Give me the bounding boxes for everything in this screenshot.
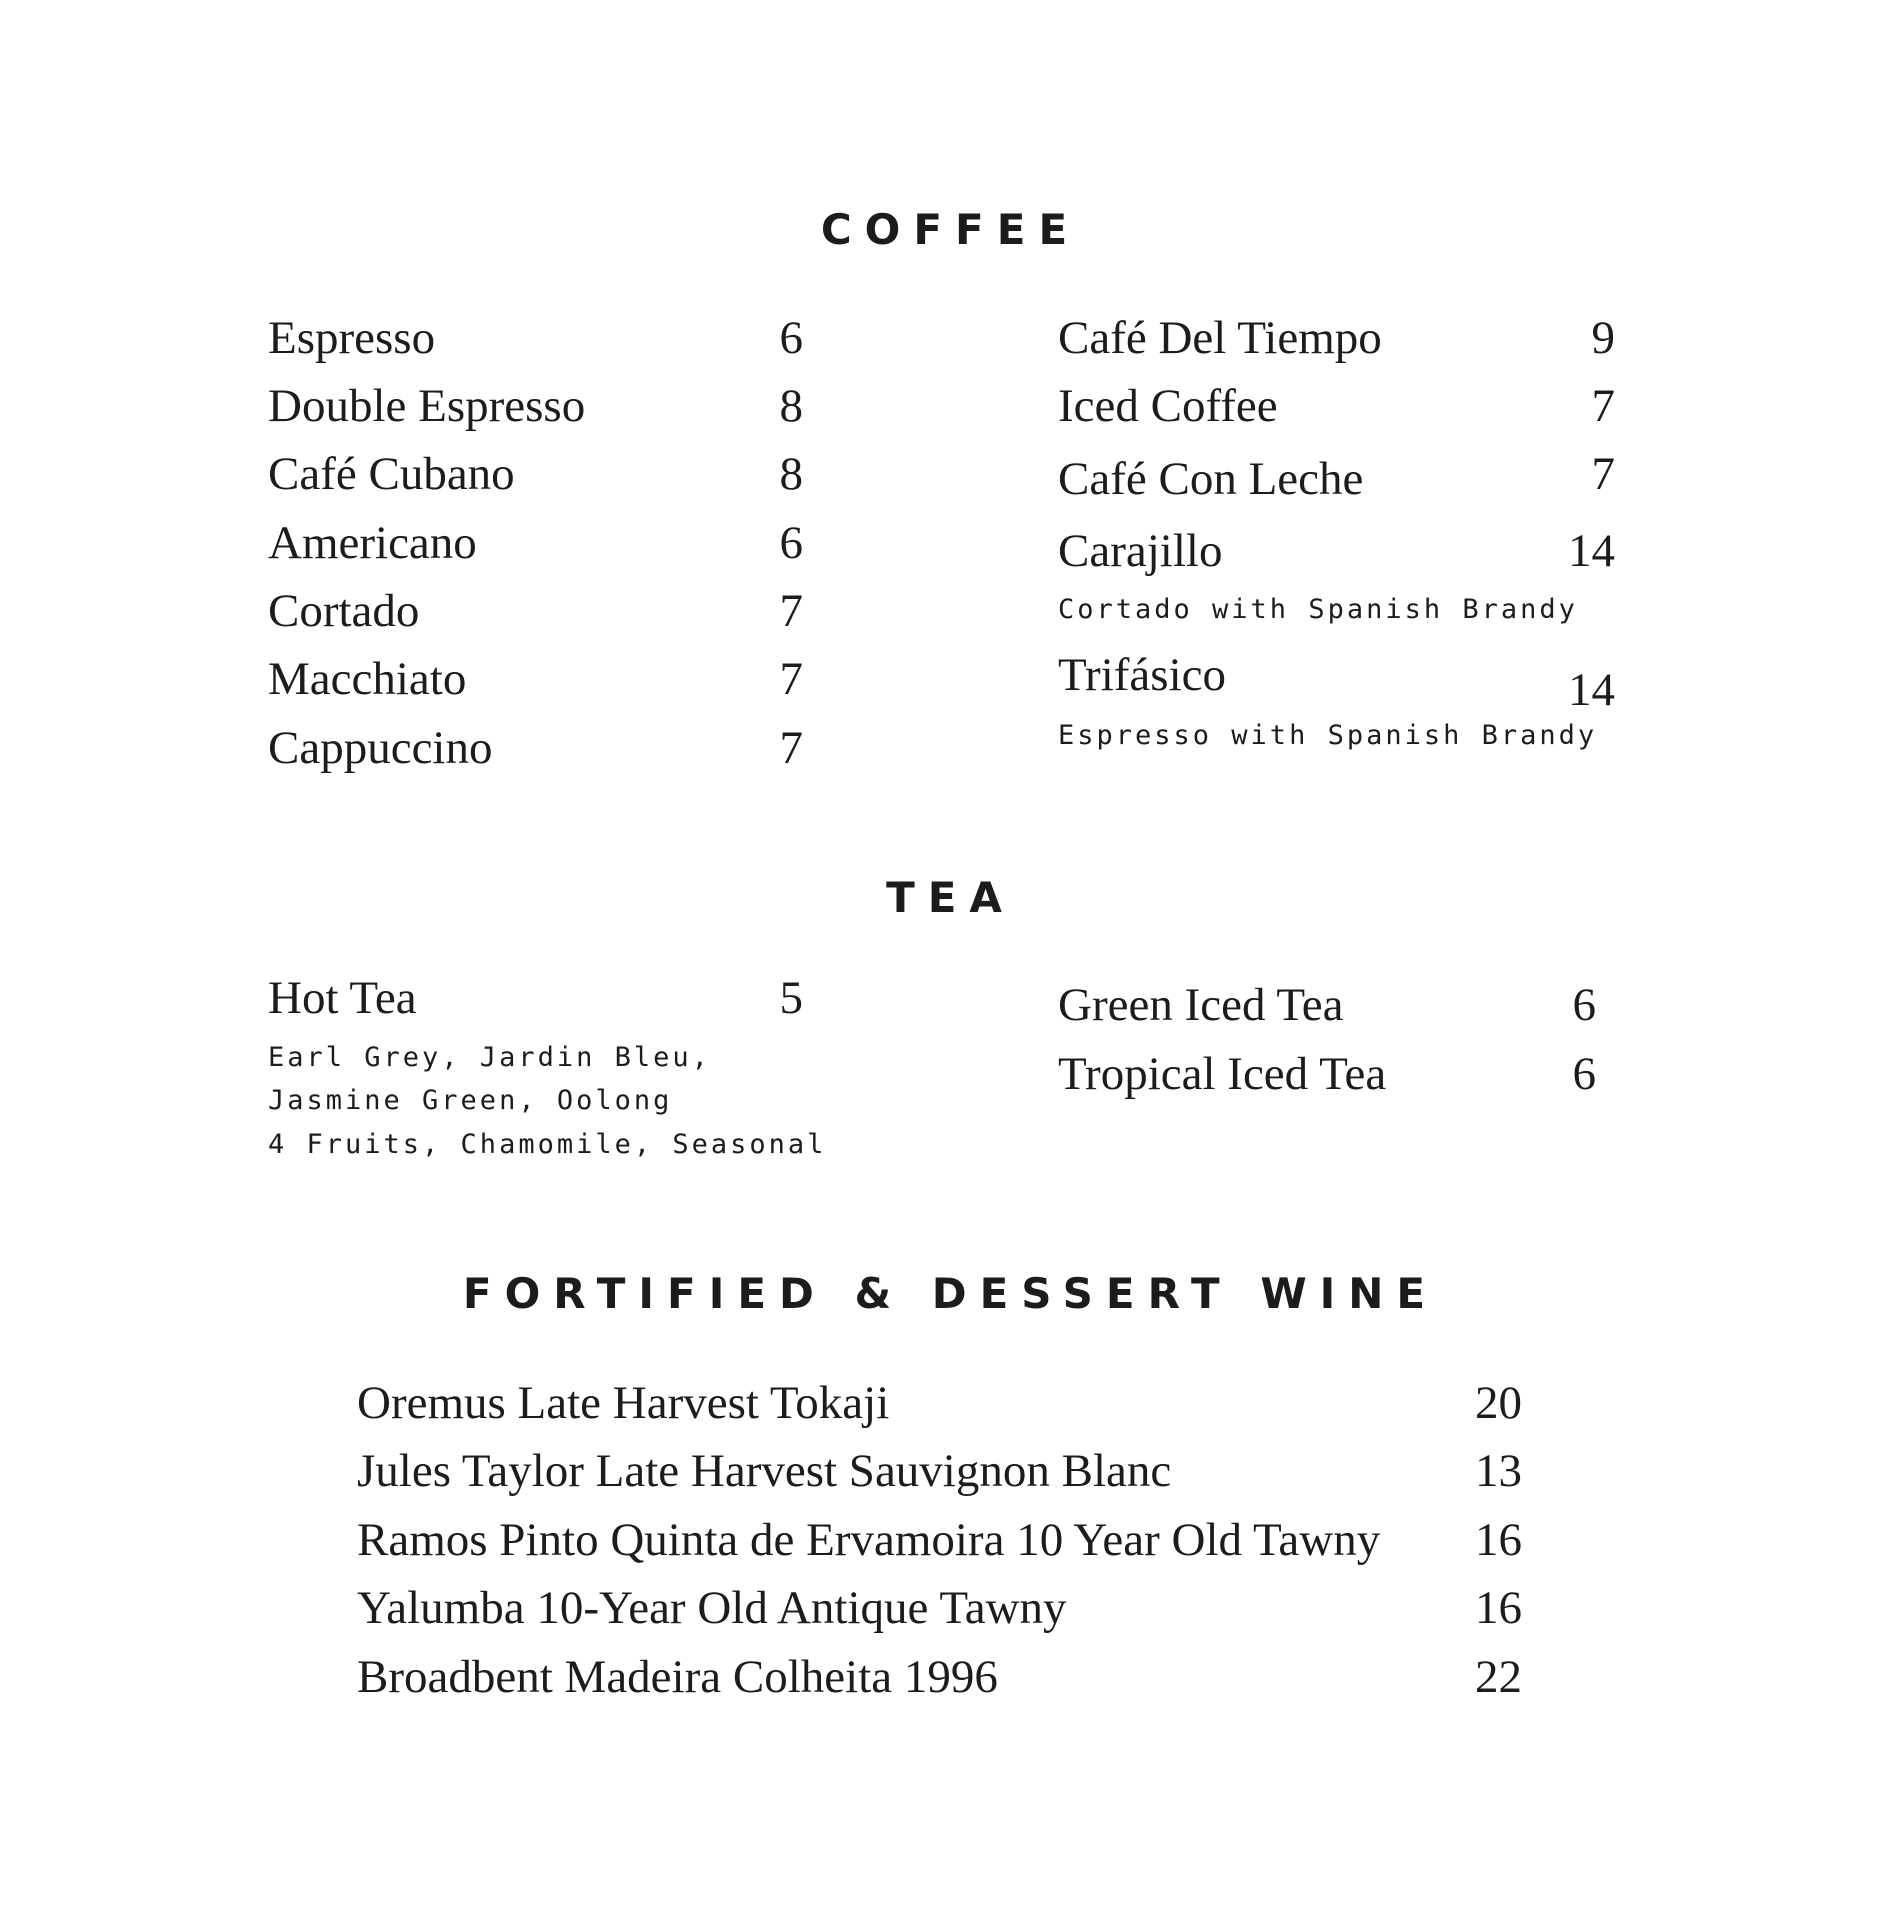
menu-item-name: Ramos Pinto Quinta de Ervamoira 10 Year Old Tawny bbox=[357, 1514, 1381, 1566]
menu-item-price: 9 bbox=[1591, 312, 1615, 364]
menu-item-name: Macchiato bbox=[268, 653, 467, 705]
menu-item-name: Café Del Tiempo bbox=[1058, 312, 1382, 364]
coffee-heading: COFFEE bbox=[820, 205, 1081, 254]
menu-item-price: 14 bbox=[1568, 664, 1615, 716]
menu-item-price: 6 bbox=[779, 517, 803, 569]
menu-item-name: Tropical Iced Tea bbox=[1058, 1048, 1387, 1100]
tea-heading: TEA bbox=[886, 873, 1015, 922]
menu-item-name: Iced Coffee bbox=[1058, 380, 1278, 432]
menu-item-price: 13 bbox=[1475, 1445, 1522, 1497]
menu-item-price: 16 bbox=[1475, 1582, 1522, 1634]
wine-heading: FORTIFIED & DESSERT WINE bbox=[462, 1269, 1439, 1318]
menu-item-note: Earl Grey, Jardin Bleu, bbox=[268, 1042, 711, 1073]
menu-item-name: Oremus Late Harvest Tokaji bbox=[357, 1377, 890, 1429]
menu-item-price: 6 bbox=[1572, 1048, 1596, 1100]
menu-item-name: Trifásico bbox=[1058, 649, 1226, 701]
menu-item-note: Cortado with Spanish Brandy bbox=[1058, 594, 1578, 625]
menu-item-price: 6 bbox=[1572, 979, 1596, 1031]
menu-item-price: 5 bbox=[779, 972, 803, 1024]
menu-item-name: Yalumba 10-Year Old Antique Tawny bbox=[357, 1582, 1067, 1634]
menu-item-name: Green Iced Tea bbox=[1058, 979, 1344, 1031]
menu-item-price: 7 bbox=[779, 585, 803, 637]
menu-item-name: Café Con Leche bbox=[1058, 453, 1364, 505]
menu-item-price: 14 bbox=[1568, 525, 1615, 577]
menu-item-price: 22 bbox=[1475, 1651, 1522, 1703]
menu-item-note: Jasmine Green, Oolong bbox=[268, 1085, 673, 1116]
menu-item-name: Hot Tea bbox=[268, 972, 417, 1024]
menu-item-price: 8 bbox=[779, 380, 803, 432]
menu-item-price: 7 bbox=[779, 722, 803, 774]
menu-item-price: 16 bbox=[1475, 1514, 1522, 1566]
menu-item-price: 8 bbox=[779, 448, 803, 500]
menu-item-name: Jules Taylor Late Harvest Sauvignon Blanc bbox=[357, 1445, 1172, 1497]
menu-item-price: 7 bbox=[1591, 448, 1615, 500]
menu-item-note: 4 Fruits, Chamomile, Seasonal bbox=[268, 1129, 827, 1160]
menu-item-name: Double Espresso bbox=[268, 380, 586, 432]
menu-item-name: Espresso bbox=[268, 312, 436, 364]
menu-item-price: 7 bbox=[1591, 380, 1615, 432]
menu-item-price: 7 bbox=[779, 653, 803, 705]
menu-item-name: Americano bbox=[268, 517, 477, 569]
menu-item-name: Café Cubano bbox=[268, 448, 515, 500]
menu-item-name: Broadbent Madeira Colheita 1996 bbox=[357, 1651, 998, 1703]
menu-item-name: Cortado bbox=[268, 585, 420, 637]
menu-item-note: Espresso with Spanish Brandy bbox=[1058, 720, 1598, 751]
menu-item-price: 20 bbox=[1475, 1377, 1522, 1429]
menu-item-name: Carajillo bbox=[1058, 525, 1223, 577]
menu-item-price: 6 bbox=[779, 312, 803, 364]
menu-item-name: Cappuccino bbox=[268, 722, 493, 774]
